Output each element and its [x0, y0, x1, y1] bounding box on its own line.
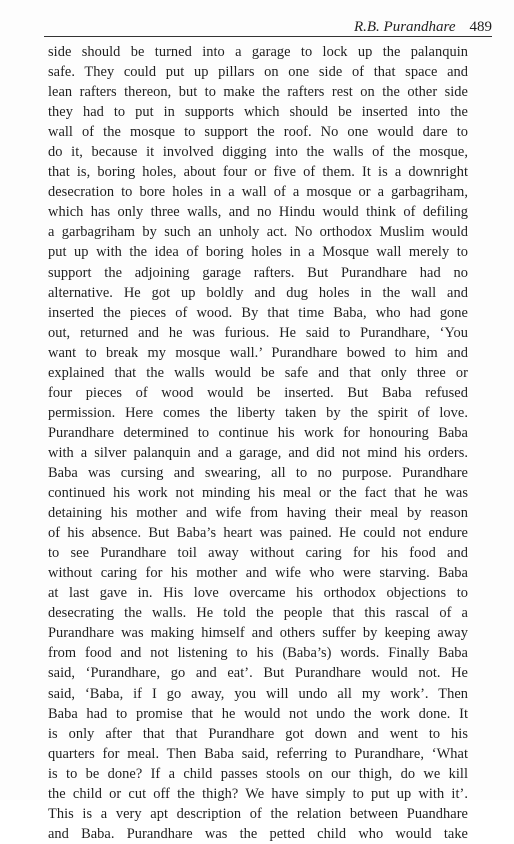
- text-line: safe. They could put up pillars on one side of that space and: [48, 64, 468, 81]
- text-line: and Baba. Purandhare was the petted child who would take: [48, 825, 468, 842]
- text-line: with a silver palanquin and a garage, and did not mind his orders.: [48, 444, 468, 461]
- body-paragraph: [48, 42, 468, 844]
- text-line: said, ‘Baba, if I go away, you will undo all my work’. Then: [48, 685, 468, 702]
- text-line: put up with the idea of boring holes in a Mosque wall merely to: [48, 244, 468, 261]
- text-line: detaining his mother and wife from having their meal by reason: [48, 505, 468, 522]
- text-line: is only after that that Purandhare got down and went to his: [48, 725, 468, 742]
- text-line: a garbagriham by such an unholy act. No orthodox Muslim would: [48, 224, 468, 241]
- text-line: out, returned and he was furious. He said to Purandhare, ‘You: [48, 324, 468, 341]
- text-line: four pieces of wood would be inserted. But Baba refused: [48, 384, 468, 401]
- text-line: desecration to bore holes in a wall of a mosque or a garbagriham,: [48, 184, 468, 201]
- text-line: said, ‘Purandhare, go and eat’. But Purandhare would not. He: [48, 665, 468, 682]
- text-line: support the adjoining garage rafters. But Purandhare had no: [48, 264, 468, 281]
- text-line: lean rafters thereon, but to make the rafters rest on the other side: [48, 84, 468, 101]
- text-line: at last gave in. His love overcame his orthodox objections to: [48, 585, 468, 602]
- text-line: is to be done? If a child passes stools on our thigh, do we kill: [48, 765, 468, 782]
- text-line: of his absence. But Baba’s heart was pained. He could not endure: [48, 525, 468, 542]
- text-line: permission. Here comes the liberty taken by the spirit of love.: [48, 404, 468, 421]
- text-line: side should be turned into a garage to lock up the palanquin: [48, 44, 468, 60]
- page-number: 489: [469, 19, 492, 35]
- text-line: which has only three walls, and no Hindu would think of defiling: [48, 204, 468, 221]
- text-line: Purandhare was making himself and others suffer by keeping away: [48, 625, 468, 642]
- text-line: inserted the pieces of wood. By that time Baba, who had gone: [48, 304, 468, 321]
- text-line: want to break my mosque wall.’ Purandhare bowed to him and: [48, 344, 468, 361]
- text-line: without caring for his mother and wife who were starving. Baba: [48, 565, 468, 582]
- header-author: R.B. Purandhare: [353, 19, 456, 35]
- text-line: do it, because it involved digging into the walls of the mosque,: [48, 144, 468, 161]
- text-line: explained that the walls would be safe and that only three or: [48, 364, 468, 381]
- text-line: quarters for meal. Then Baba said, referring to Purandhare, ‘What: [48, 745, 468, 762]
- text-line: continued his work not minding his meal or the fact that he was: [48, 485, 468, 502]
- text-line: that is, boring holes, about four or five of them. It is a downright: [48, 164, 468, 181]
- text-line: This is a very apt description of the relation between Puandhare: [48, 805, 468, 822]
- text-line: to see Purandhare toil away without caring for his food and: [48, 545, 468, 562]
- running-header: [44, 14, 492, 37]
- text-line: wall of the mosque to support the roof. No one would dare to: [48, 124, 468, 141]
- text-line: Baba had to promise that he would not undo the work done. It: [48, 705, 468, 722]
- text-line: from food and not listening to his (Baba’s) words. Finally Baba: [48, 645, 468, 662]
- text-line: desecrating the walls. He told the people that this rascal of a: [48, 605, 468, 622]
- text-line: the child or cut off the thigh? We have simply to put up with it’.: [48, 785, 468, 802]
- text-line: Purandhare determined to continue his work for honouring Baba: [48, 424, 468, 441]
- text-line: they had to put in supports which should be inserted into the: [48, 104, 468, 121]
- text-line: Baba was cursing and swearing, all to no purpose. Purandhare: [48, 464, 468, 481]
- text-line: alternative. He got up boldly and dug holes in the wall and: [48, 284, 468, 301]
